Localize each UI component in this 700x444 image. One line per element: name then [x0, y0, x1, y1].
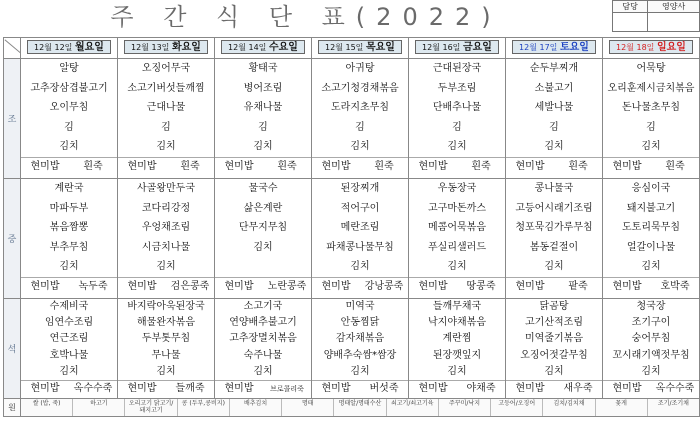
- menu-cell: [312, 59, 409, 179]
- dish-item: 근대된장국: [432, 63, 482, 74]
- dish-item: 두부톳무침: [141, 333, 191, 345]
- day-header-wed: [215, 38, 312, 59]
- rice-item: 현미밥: [418, 280, 448, 292]
- dish-item: 어묵탕: [636, 63, 666, 74]
- dish-item: 오징어무국: [141, 63, 191, 74]
- day-header-tue: [118, 38, 215, 59]
- dish-item: 안동찜닭: [340, 317, 380, 329]
- dish-item: 청국장: [636, 301, 666, 312]
- dish-item: 미역줄기볶음: [525, 333, 583, 345]
- dish-item: 연양배추불고기: [229, 317, 297, 329]
- rice-item: 현미밥: [127, 280, 157, 292]
- day-header-thu: [312, 38, 409, 59]
- dish-item: 미역국: [345, 301, 375, 312]
- approval-sign-staff[interactable]: [613, 13, 648, 32]
- rice-item: 현미밥: [224, 160, 254, 172]
- dish-item: 물국수: [248, 183, 278, 194]
- dish-item: 김치: [544, 141, 564, 153]
- meal-row-lunch: [4, 179, 700, 299]
- dish-item: 볶음짬뽕: [49, 222, 89, 234]
- rice-porridge-row: [603, 380, 699, 396]
- approval-sign-dietitian[interactable]: [648, 13, 700, 32]
- menu-cell: [506, 179, 603, 299]
- menu-cell: [409, 299, 506, 399]
- rice-item: 현미밥: [30, 160, 60, 172]
- dish-item: 김: [452, 121, 462, 133]
- dish-item: 김치: [59, 261, 79, 273]
- rice-porridge-row: [603, 157, 699, 175]
- rice-item: 현미밥: [30, 382, 60, 394]
- dish-item: 마파두부: [49, 202, 89, 214]
- menu-cell: [312, 299, 409, 399]
- dish-item: 김: [258, 121, 268, 133]
- menu-cell: [118, 299, 215, 399]
- dish-item: 소고기국: [243, 301, 283, 312]
- dish-item: 김치: [156, 365, 176, 377]
- dish-item: 김: [549, 121, 559, 133]
- dish-item: 김치: [544, 365, 564, 377]
- dish-item: 소고기버섯들깨찜: [127, 82, 205, 94]
- origin-label: 원: [4, 399, 21, 417]
- rice-porridge-row: [603, 277, 699, 295]
- dish-item: 적어구이: [340, 202, 380, 214]
- rice-porridge-row: [506, 380, 602, 396]
- porridge-item: 들깨죽: [175, 382, 205, 394]
- day-header-row: [4, 38, 700, 59]
- dish-item: 메란조림: [340, 222, 380, 234]
- menu-cell: [118, 179, 215, 299]
- dish-item: 알탕: [59, 63, 79, 74]
- dish-item: 오리훈제시금치볶음: [607, 82, 695, 94]
- dish-item: 응심이국: [631, 183, 671, 194]
- menu-cell: [603, 299, 700, 399]
- rice-item: 현미밥: [418, 382, 448, 394]
- dish-item: 닭곰탕: [539, 301, 569, 312]
- menu-cell: [603, 59, 700, 179]
- origin-item: 주꾸미/낙지: [439, 399, 491, 416]
- dish-item: 얼갈이나물: [626, 241, 676, 253]
- dish-item: 김치: [641, 141, 661, 153]
- porridge-item: 흰죽: [374, 160, 394, 172]
- origin-item: 콩 (두부,콩비지): [178, 399, 230, 416]
- dish-item: 김: [161, 121, 171, 133]
- day-name: 수요일: [268, 42, 298, 53]
- dish-item: 김치: [59, 141, 79, 153]
- dish-item: 세발나물: [534, 102, 574, 114]
- dish-item: 병어조림: [243, 82, 283, 94]
- rice-item: 현미밥: [321, 382, 351, 394]
- menu-cell: [603, 179, 700, 299]
- day-date: 12월 14일: [228, 43, 267, 52]
- dish-item: 김치: [641, 365, 661, 377]
- rice-porridge-row: [215, 157, 311, 175]
- dish-item: 된장찌개: [340, 183, 380, 194]
- rice-item: 현미밥: [321, 280, 351, 292]
- menu-cell: [21, 299, 118, 399]
- rice-porridge-row: [312, 157, 408, 175]
- dish-item: 도라지초무침: [331, 102, 389, 114]
- dish-item: 김치: [544, 261, 564, 273]
- dish-item: 단무지무침: [238, 222, 288, 234]
- menu-cell: [118, 59, 215, 179]
- dish-item: 코다리강정: [141, 202, 191, 214]
- day-name: 화요일: [171, 42, 201, 53]
- dish-item: 푸실리샐러드: [428, 241, 486, 253]
- dish-item: 고추장멸치볶음: [229, 333, 297, 345]
- porridge-item: 노란콩죽: [267, 280, 307, 292]
- day-date: 12월 13일: [131, 43, 170, 52]
- rice-item: 현미밥: [515, 382, 545, 394]
- porridge-item: 검은콩죽: [170, 280, 210, 292]
- rice-porridge-row: [409, 380, 505, 396]
- dish-item: 들깨무채국: [432, 301, 482, 312]
- dish-item: 계란국: [54, 183, 84, 194]
- rice-porridge-row: [21, 157, 117, 175]
- day-pill: [318, 40, 402, 54]
- origin-item: 조기/조기채: [657, 400, 689, 407]
- meal-label: 석: [4, 299, 21, 399]
- origin-info: [21, 399, 700, 417]
- porridge-item: 강낭콩죽: [364, 280, 404, 292]
- day-name: 월요일: [74, 42, 104, 53]
- porridge-item: 흰죽: [83, 160, 103, 172]
- dish-item: 소불고기: [534, 82, 574, 94]
- dish-item: 해물완자볶음: [137, 317, 195, 329]
- dish-item: 고구마돈까스: [428, 202, 486, 214]
- weekly-menu-table: [3, 37, 700, 417]
- porridge-item: 흰죽: [277, 160, 297, 172]
- dish-item: 우엉채조림: [141, 222, 191, 234]
- porridge-item: 흰죽: [665, 160, 685, 172]
- origin-item: 꽃게: [596, 399, 648, 416]
- dish-item: 사골왕만두국: [137, 183, 195, 194]
- dish-item: 단배추나물: [432, 102, 482, 114]
- rice-porridge-row: [506, 277, 602, 295]
- dish-item: 숭어무침: [631, 333, 671, 345]
- origin-item: 김치/김치채: [543, 399, 595, 416]
- porridge-item: 버섯죽: [369, 382, 399, 394]
- approval-label-staff: 담당: [613, 1, 648, 13]
- porridge-item: 흰죽: [471, 160, 491, 172]
- porridge-item: 흰죽: [568, 160, 588, 172]
- day-name: 토요일: [559, 42, 589, 53]
- rice-item: 현미밥: [612, 280, 642, 292]
- menu-cell: [215, 179, 312, 299]
- dish-item: 오이무침: [49, 102, 89, 114]
- rice-porridge-row: [312, 380, 408, 396]
- origin-item: 쇠고기/쇠고기육: [387, 399, 439, 416]
- meal-row-dinner: [4, 299, 700, 399]
- rice-porridge-row: [409, 157, 505, 175]
- dish-item: 황태국: [248, 63, 278, 74]
- rice-item: 현미밥: [515, 280, 545, 292]
- day-pill: [609, 40, 693, 54]
- day-pill: [221, 40, 305, 54]
- origin-item: 명태: [282, 399, 334, 416]
- day-header-fri: [409, 38, 506, 59]
- dish-item: 고기산적조림: [525, 317, 583, 329]
- corner-cell: [4, 38, 21, 59]
- rice-item: 현미밥: [30, 280, 60, 292]
- dish-item: 도토리묵무침: [622, 222, 680, 234]
- day-pill: [415, 40, 499, 54]
- porridge-item: 야채죽: [466, 382, 496, 394]
- porridge-item: 옥수수죽: [655, 382, 695, 394]
- dish-item: 근대나물: [146, 102, 186, 114]
- rice-porridge-row: [215, 380, 311, 396]
- porridge-item: 호박죽: [660, 280, 690, 292]
- menu-cell: [312, 179, 409, 299]
- menu-body: [4, 59, 700, 399]
- dish-item: 파채콩나물무침: [326, 241, 394, 253]
- dish-item: 고추장삼겹불고기: [30, 82, 108, 94]
- day-date: 12월 18일: [616, 43, 655, 52]
- rice-item: 현미밥: [127, 382, 157, 394]
- menu-cell: [409, 179, 506, 299]
- menu-cell: [215, 299, 312, 399]
- menu-cell: [409, 59, 506, 179]
- rice-porridge-row: [118, 277, 214, 295]
- dish-item: 김치: [253, 241, 273, 253]
- dish-item: 유채나물: [243, 102, 283, 114]
- dish-item: 김치: [156, 261, 176, 273]
- porridge-item: 녹두죽: [78, 280, 108, 292]
- dish-item: 김치: [350, 261, 370, 273]
- day-name: 금요일: [462, 42, 492, 53]
- rice-porridge-row: [118, 157, 214, 175]
- dish-item: 임연수조림: [44, 317, 94, 329]
- dish-item: 고등어시래기조림: [515, 202, 593, 214]
- dish-item: [215, 257, 311, 277]
- porridge-item: 새우죽: [563, 382, 593, 394]
- day-header-sun: [603, 38, 700, 59]
- origin-item: 명태알/명태수산: [334, 399, 386, 416]
- rice-porridge-row: [118, 380, 214, 396]
- origin-row: [4, 399, 700, 417]
- dish-item: 김: [646, 121, 656, 133]
- dish-item: 양배추숙쌈*쌈장: [323, 349, 397, 361]
- dish-item: 연근조림: [49, 333, 89, 345]
- dish-item: 김치: [253, 141, 273, 153]
- dish-item: 감자채볶음: [335, 333, 385, 345]
- dish-item: 김치: [447, 365, 467, 377]
- day-date: 12월 15일: [325, 43, 364, 52]
- rice-porridge-row: [409, 277, 505, 295]
- dish-item: 숙주나물: [243, 349, 283, 361]
- rice-item: 현미밥: [321, 160, 351, 172]
- dish-item: 바지락아욱된장국: [127, 301, 205, 312]
- dish-item: 시금치나물: [141, 241, 191, 253]
- dish-item: 소고기청경채볶음: [321, 82, 399, 94]
- rice-item: 현미밥: [418, 160, 448, 172]
- dish-item: 순두부찌개: [529, 63, 579, 74]
- day-date: 12월 16일: [422, 43, 461, 52]
- dish-item: 계란찜: [442, 333, 472, 345]
- dish-item: 콩나물국: [534, 183, 574, 194]
- rice-item: 현미밥: [127, 160, 157, 172]
- dish-item: 두부조림: [437, 82, 477, 94]
- menu-cell: [21, 179, 118, 299]
- dish-item: 낙지야채볶음: [428, 317, 486, 329]
- dish-item: 김: [64, 121, 74, 133]
- dish-item: 청포묵김가루무침: [515, 222, 593, 234]
- menu-cell: [506, 59, 603, 179]
- porridge-item: 땅콩죽: [466, 280, 496, 292]
- rice-porridge-row: [215, 277, 311, 295]
- dish-item: 무나물: [151, 349, 181, 361]
- dish-item: 김치: [59, 365, 79, 377]
- dish-item: 김치: [350, 141, 370, 153]
- day-name: 일요일: [656, 42, 686, 53]
- day-header-mon: [21, 38, 118, 59]
- dish-item: 삶은계란: [243, 202, 283, 214]
- meal-label: 중: [4, 179, 21, 299]
- page-title: 주 간 식 단 표(2022): [110, 3, 502, 31]
- dish-item: 부추무침: [49, 241, 89, 253]
- origin-item: 배추김치: [230, 399, 282, 416]
- origin-item: 오리고기 닭고기/돼지고기: [125, 399, 177, 416]
- meal-row-breakfast: [4, 59, 700, 179]
- menu-cell: [215, 59, 312, 179]
- dish-item: 수제비국: [49, 301, 89, 312]
- dish-item: 돈나물초무침: [622, 102, 680, 114]
- dish-item: 꼬시래기액젓무침: [612, 349, 690, 361]
- day-pill: [512, 40, 596, 54]
- dish-item: 돼지불고기: [626, 202, 676, 214]
- dish-item: 봄동겉절이: [529, 241, 579, 253]
- dish-item: 김치: [156, 141, 176, 153]
- day-name: 목요일: [365, 42, 395, 53]
- origin-item: 고등어/오징어: [491, 399, 543, 416]
- dish-item: 김치: [447, 141, 467, 153]
- dish-item: 우동장국: [437, 183, 477, 194]
- rice-item: 현미밥: [515, 160, 545, 172]
- porridge-item: 흰죽: [180, 160, 200, 172]
- rice-item: 현미밥: [224, 382, 254, 394]
- menu-cell: [506, 299, 603, 399]
- dish-item: 조기구이: [631, 317, 671, 329]
- dish-item: 아귀탕: [345, 63, 375, 74]
- dish-item: 김치: [350, 365, 370, 377]
- rice-item: 현미밥: [224, 280, 254, 292]
- dish-item: 김치: [641, 261, 661, 273]
- dish-item: 호박나물: [49, 349, 89, 361]
- dish-item: 김: [355, 121, 365, 133]
- day-pill: [124, 40, 208, 54]
- approval-box: [612, 0, 700, 32]
- porridge-item: 팥죽: [568, 280, 588, 292]
- porridge-item: 브로콜리죽: [270, 384, 304, 393]
- rice-porridge-row: [21, 277, 117, 295]
- origin-item: 하고기: [73, 399, 125, 416]
- approval-label-dietitian: 영양사: [648, 1, 700, 13]
- origin-item: 쌀 (밥, 죽): [21, 399, 73, 416]
- day-date: 12월 17일: [519, 43, 558, 52]
- rice-porridge-row: [312, 277, 408, 295]
- porridge-item: 옥수수죽: [73, 382, 113, 394]
- dish-item: 김치: [447, 261, 467, 273]
- rice-porridge-row: [21, 380, 117, 396]
- menu-cell: [21, 59, 118, 179]
- dish-item: 된장깻잎지: [432, 349, 482, 361]
- day-pill: [27, 40, 111, 54]
- rice-item: 현미밥: [612, 382, 642, 394]
- rice-item: 현미밥: [612, 160, 642, 172]
- dish-item: 메콤어묵볶음: [428, 222, 486, 234]
- dish-item: 오징어젓갈무침: [520, 349, 588, 361]
- rice-porridge-row: [506, 157, 602, 175]
- day-date: 12월 12일: [34, 43, 73, 52]
- day-header-sat: [506, 38, 603, 59]
- dish-item: 김치: [253, 365, 273, 377]
- meal-label: 조: [4, 59, 21, 179]
